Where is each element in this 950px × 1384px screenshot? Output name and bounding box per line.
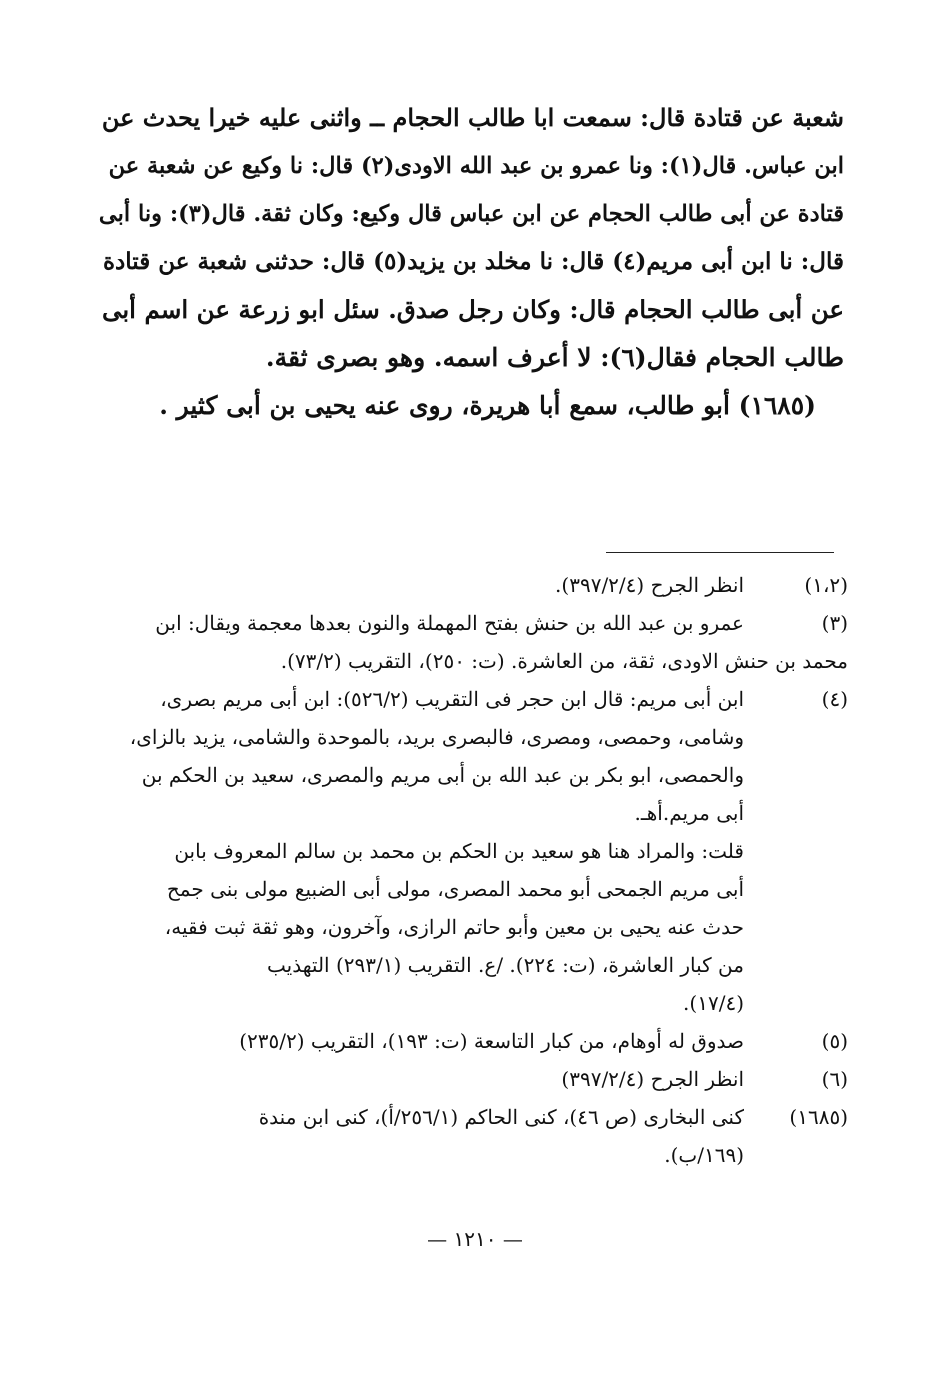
page-number: — ١٢١٠ —: [427, 1227, 523, 1251]
footnote-line: كنى البخارى (ص ٤٦)، كنى الحاكم (٢٥٦/١/أ)، كنى ابن مندة: [258, 1105, 744, 1129]
footnote-line: أبى مريم الجمحى أبو محمد المصرى، مولى أبى الضبيع مولى بنى جمح: [166, 877, 744, 901]
footnote-1685: [96, 1098, 848, 1174]
footnote-line: انظر الجرح (٣٩٧/٢/٤).: [555, 573, 744, 597]
body-line: قال: نا ابن أبى مريم(٤) قال: نا مخلد بن يزيد(٥) قال: حدثنى شعبة عن قتادة: [102, 248, 844, 275]
footnote-line: (١٧/٤).: [683, 991, 744, 1015]
biography-entry-1685: (١٦٨٥) أبو طالب، سمع أبا هريرة، روى عنه يحيى بن أبى كثير .: [159, 391, 816, 420]
footnote-line: أبى مريم.أهـ.: [634, 801, 744, 825]
footnote-line: وشامى، وحمصى، ومصرى، فالبصرى بريد، بالموحدة والشامى، يزيد بالزاى،: [129, 725, 744, 749]
footnote-line: من كبار العاشرة، (ت: ٢٢٤). /ع. التقريب (٢٩٣/١) التهذيب: [266, 953, 744, 977]
footnote-line: ابن أبى مريم: قال ابن حجر فى التقريب (٥٢٦/٢): ابن أبى مريم بصرى،: [160, 687, 744, 711]
footnote-6: [96, 1060, 848, 1098]
body-line: طالب الحجام فقال(٦): لا أعرف اسمه. وهو بصرى ثقة.: [265, 343, 844, 372]
footnotes: [96, 566, 848, 1174]
footnote-divider: [606, 552, 834, 553]
body-line: عن أبى طالب الحجام قال: وكان رجل صدق. سئل ابو زرعة عن اسم أبى: [101, 295, 844, 324]
footnote-number: (١،٢): [804, 573, 848, 597]
footnote-number: (٤): [821, 687, 848, 711]
footnote-line: صدوق له أوهام، من كبار التاسعة (ت: ١٩٣)، التقريب (٢٣٥/٢): [239, 1029, 744, 1053]
footnote-number: (٣): [821, 611, 848, 635]
body-line: شعبة عن قتادة قال: سمعت ابا طالب الحجام ــ واثنى عليه خيرا يحدث عن: [101, 103, 844, 132]
footnote-number: (٥): [821, 1029, 848, 1053]
main-body-text: [96, 94, 844, 430]
footnote-3: [96, 604, 848, 680]
footnote-line: والحمصى، ابو بكر بن عبد الله بن أبى مريم والمصرى، سعيد بن الحكم بن: [141, 763, 744, 787]
footnote-line: محمد بن حنش الاودى، ثقة، من العاشرة. (ت: ٢٥٠)، التقريب (٧٣/٢).: [280, 649, 848, 673]
footnote-5: [96, 1022, 848, 1060]
footnote-line: انظر الجرح (٣٩٧/٢/٤): [561, 1067, 744, 1091]
footnote-line: (١٦٩/ب).: [664, 1143, 744, 1167]
footnote-4: [96, 680, 848, 1022]
footnote-number: (٦): [821, 1067, 848, 1091]
footnote-1-2: [96, 566, 848, 604]
footnote-line: قلت: والمراد هنا هو سعيد بن الحكم بن محمد بن سالم المعروف بابن: [174, 839, 744, 863]
footnote-line: حدث عنه يحيى بن معين وأبو حاتم الرازى، وآخرون، وهو ثقة ثبت فقيه،: [164, 915, 744, 939]
body-line: ابن عباس. قال(١): ونا عمرو بن عبد الله الاودى(٢) قال: نا وكيع عن شعبة عن: [108, 153, 844, 179]
body-line: قتادة عن أبى طالب الحجام عن ابن عباس قال وكيع: وكان ثقة. قال(٣): ونا أبى: [98, 201, 844, 227]
footnote-line: عمرو بن عبد الله بن حنش بفتح المهملة والنون بعدها معجمة ويقال: ابن: [155, 611, 744, 635]
footnote-number: (١٦٨٥): [789, 1105, 848, 1129]
